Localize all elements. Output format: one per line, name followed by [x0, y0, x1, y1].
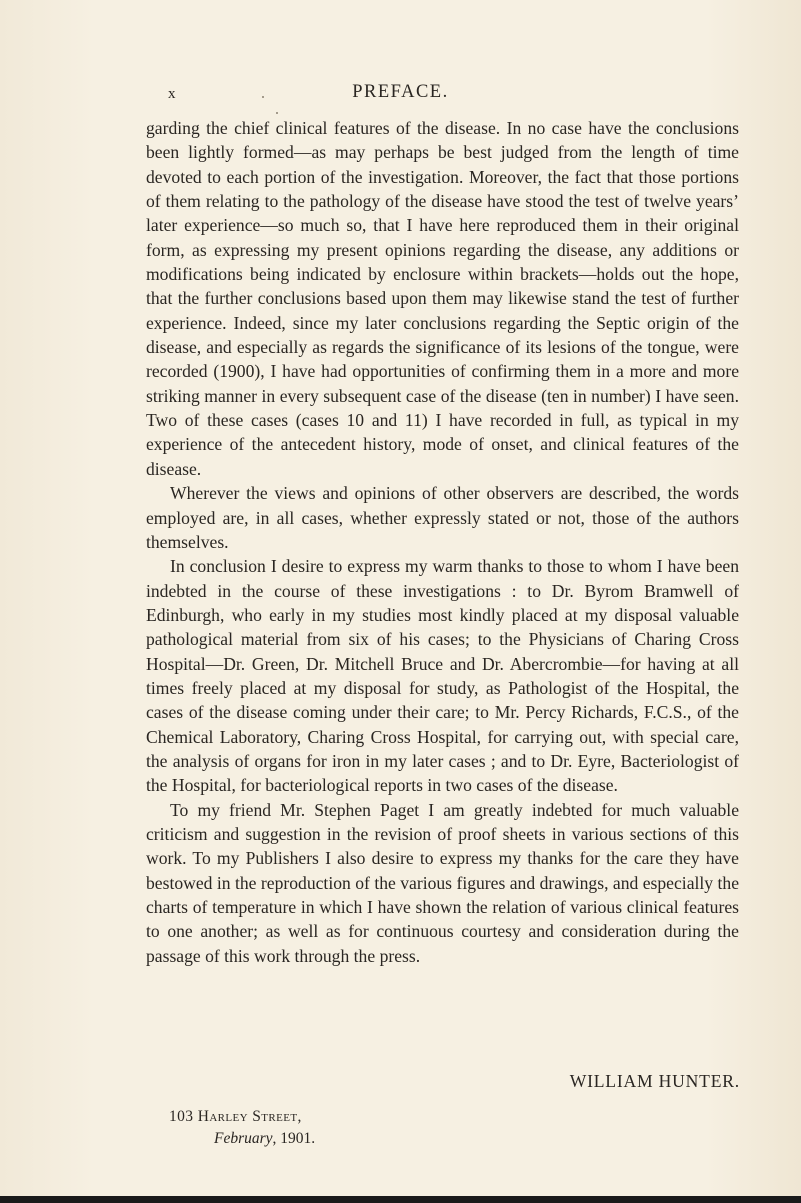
date-year: , 1901. — [272, 1130, 316, 1147]
author-address — [169, 1106, 315, 1150]
print-speck — [262, 96, 264, 98]
author-signature: WILLIAM HUNTER. — [569, 1071, 740, 1091]
page-number: x — [168, 86, 177, 102]
paragraph-acknowledgements: In conclusion I desire to express my warm thanks to those to whom I have been indebted in the course of these investigations : to Dr. Byrom Bramwell of Edinburgh, who early in my studies most kindly placed at my disposal valuable pathological material from six of his cases; to the Physicians of Charing Cross Hospital—Dr. Green, Dr. Mitchell Bruce and Dr. Abercrombie—for having at all times freely placed at my disposal for study, as Pathologist of the Hospital, the cases of the disease coming under their care; to Mr. Percy Richards, F.C.S., of the Chemical Laboratory, Charing Cross Hospital, for carrying out, with special care, the analysis of organs for iron in my later cases ; and to Dr. Eyre, Bacteriologist of the Hospital, for bacteriological reports in two cases of the disease. — [146, 556, 739, 796]
paragraph-publishers: To my friend Mr. Stephen Paget I am greatly indebted for much valuable criticism and suggestion in the revision of proof sheets in various sections of this work. To my Publishers I also desire to express my thanks for the care they have bestowed in the reproduction of the various figures and drawings, and especially the charts of temperature in which I have shown the relation of various clinical features to one another; as well as for continuous courtesy and consideration during the passage of this work through the press. — [146, 799, 739, 966]
page-header — [0, 82, 801, 108]
date-line — [169, 1128, 315, 1150]
street-address: 103 Harley Street, — [169, 1108, 302, 1125]
preface-body — [146, 116, 739, 968]
print-speck — [276, 112, 278, 114]
scan-edge-bar — [0, 1196, 801, 1203]
paragraph-views: Wherever the views and opinions of other observers are described, the words employed are, in all cases, whether expressly stated or not, those of the authors themselves. — [146, 483, 739, 552]
date-month: February — [214, 1130, 273, 1147]
paragraph-continued: garding the chief clinical features of the disease. In no case have the conclusions been lightly formed—as may perhaps be best judged from the length of time devoted to each portion of the investigation. Moreover, the fact that those portions of them relating to the pathology of the disease have stood the test of twelve years’ later experience—so much so, that I have here reproduced them in their original form, as expressing my present opinions regarding the disease, any additions or modifications being indicated by enclosure within brackets—holds out the hope, that the further conclusions based upon them may likewise stand the test of further experience. Indeed, since my later conclusions regarding the Septic origin of the disease, and especially as regards the significance of its lesions of the tongue, were recorded (1900), I have had opportunities of confirming them in a more and more striking manner in every subsequent case of the disease (ten in number) I have seen. Two of these cases (cases 10 and 11) I have recorded in full, as typical in my experience of the antecedent history, mode of onset, and clinical features of the disease. — [146, 118, 739, 479]
running-head: PREFACE. — [352, 82, 449, 102]
